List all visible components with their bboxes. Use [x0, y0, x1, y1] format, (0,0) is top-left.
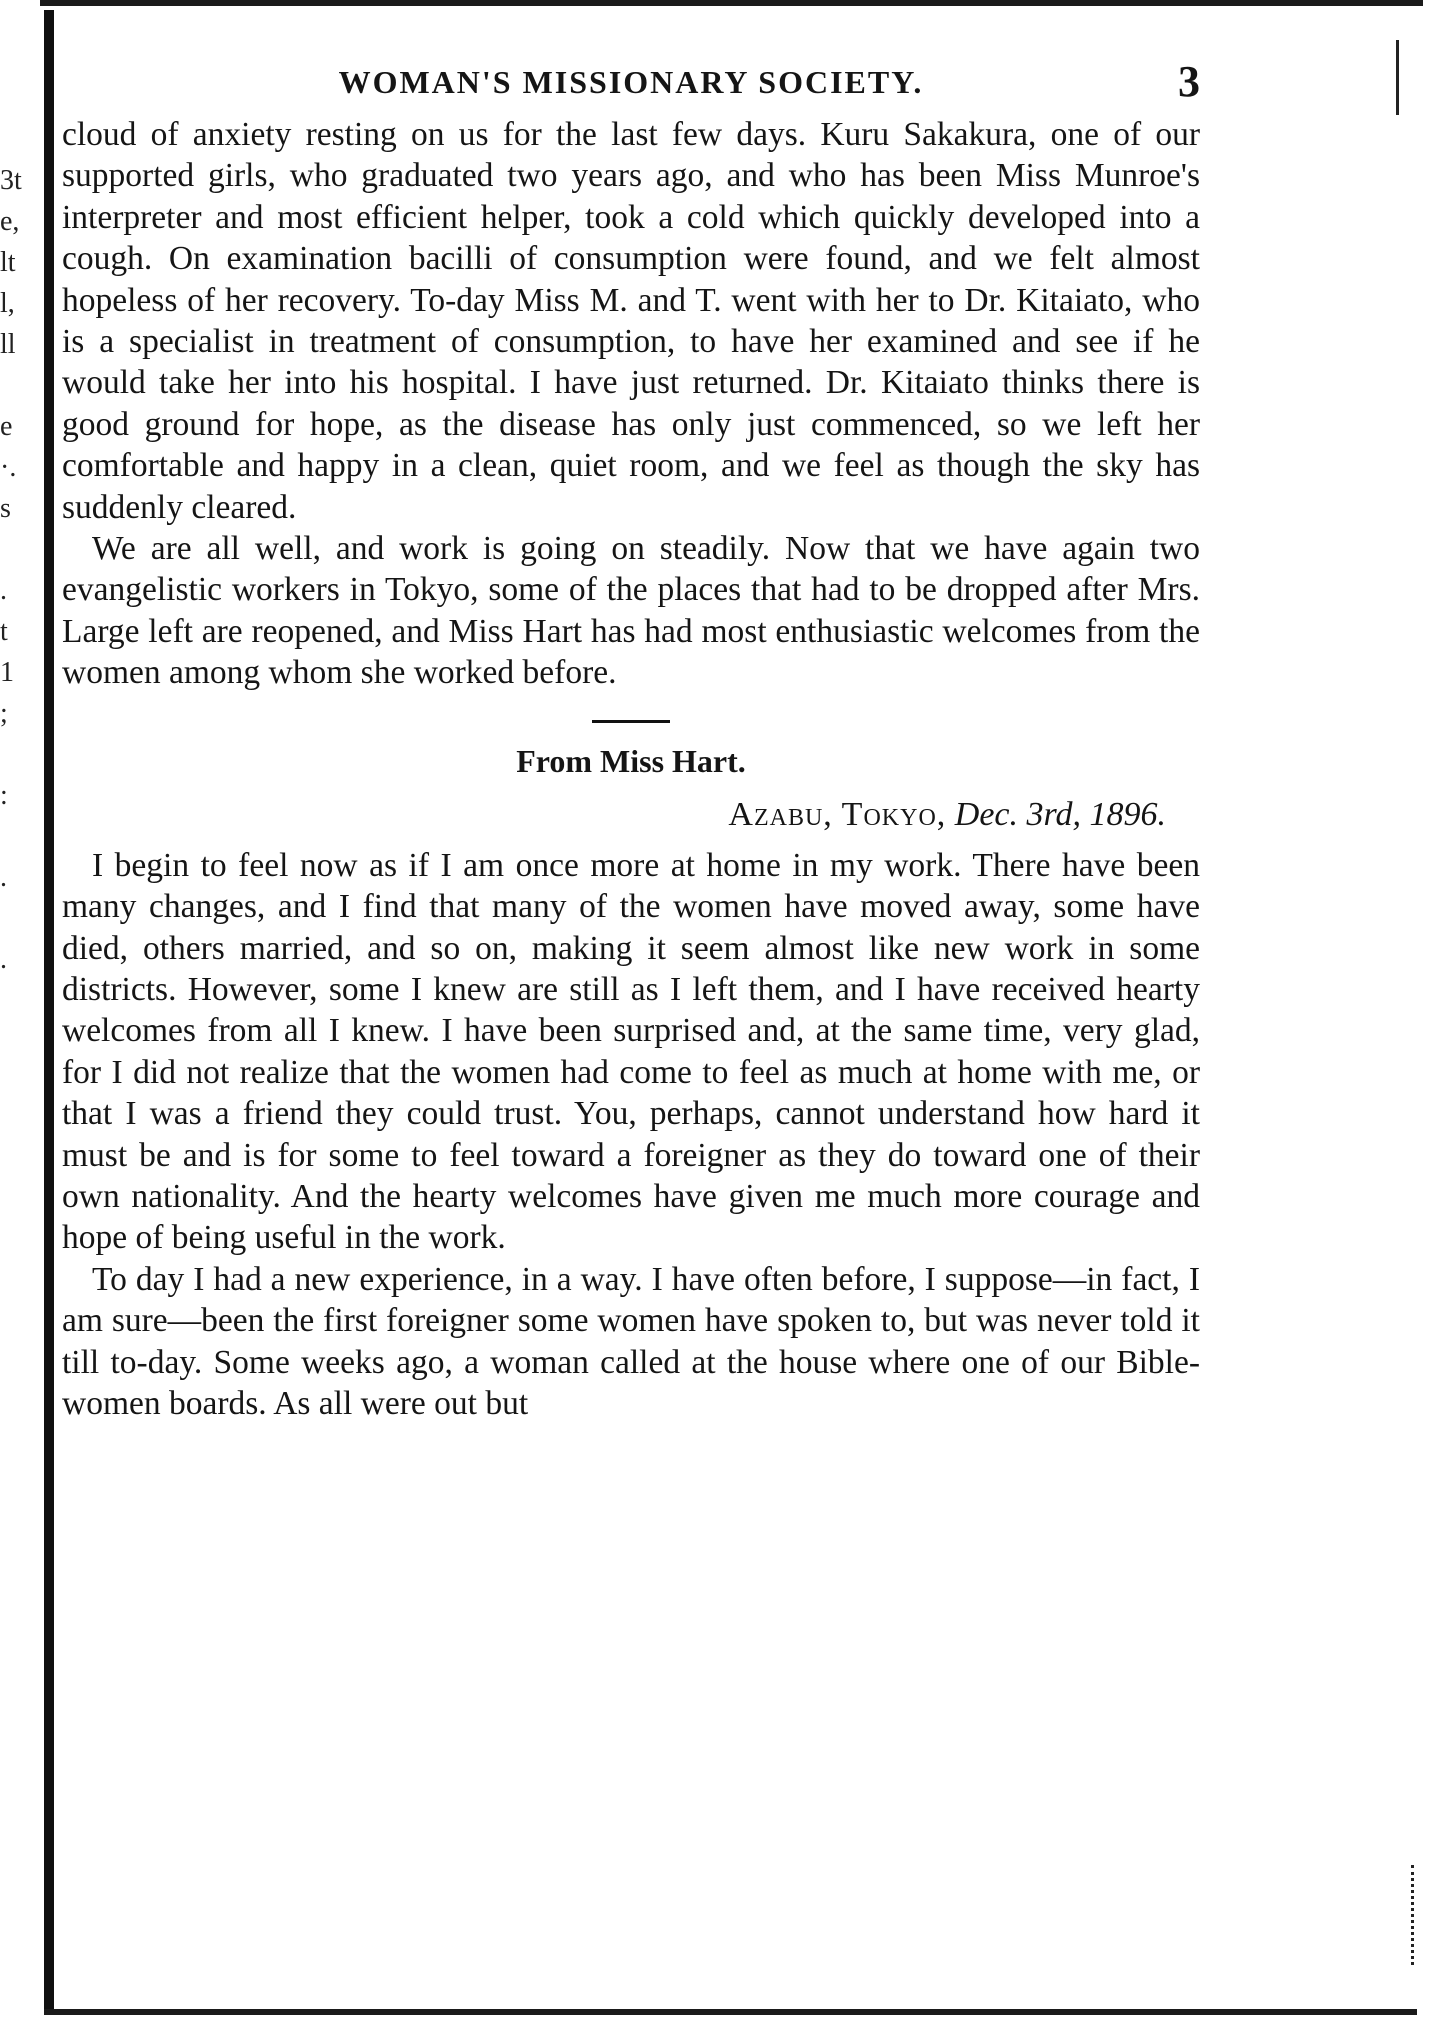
margin-fragment: e,: [0, 206, 20, 237]
margin-fragment: t: [0, 616, 8, 647]
margin-fragment: ;: [0, 698, 8, 729]
body-paragraph: To day I had a new experience, in a way. I have often before, I suppose—in fact, I am sure—been the first foreigner some women have spoken to, but was never told it till to-day. Some weeks ago, a woman called at the house where one of our Bible-women boards. As all were out but: [62, 1260, 1200, 1422]
margin-fragment: [0, 365, 26, 406]
margin-fragment: [0, 898, 26, 939]
right-margin-mark: [1396, 40, 1399, 115]
margin-fragment: ll: [0, 329, 16, 360]
dateline-date: Dec. 3rd, 1896.: [954, 795, 1166, 833]
section-heading: From Miss Hart.: [516, 742, 746, 779]
running-title: WOMAN'S MISSIONARY SOCIETY.: [338, 64, 924, 100]
dateline: [62, 793, 1166, 837]
body-paragraph: cloud of anxiety resting on us for the last few days. Kuru Sakakura, one of our supported girls, who graduated two years ago, and who has been Miss Munroe's interpreter and most efficient helper, took a cold which quickly developed into a cough. On examination bacilli of consumption were found, and we felt almost hopeless of her recovery. To-day Miss M. and T. went with her to Dr. Kitaiato, who is a specialist in treatment of consumption, to have her examined and see if he would take her into his hospital. I have just returned. Dr. Kitaiato thinks there is good ground for hope, as the disease has only just commenced, so we left her comfortable and happy in a clean, quiet room, and we feel as though the sky has suddenly cleared.: [62, 116, 1200, 526]
scan-edge-top: [40, 0, 1423, 22]
margin-fragment: s: [0, 493, 11, 524]
page-content: [62, 56, 1200, 1424]
margin-fragment: 1: [0, 657, 14, 688]
scan-edge-bottom: [44, 2009, 1417, 2015]
body-paragraph: We are all well, and work is going on steadily. Now that we have again two evangelistic workers in Tokyo, some of the places that had to be dropped after Mrs. Large left are reopened, and Miss Hart has had most enthusiastic welcomes from the women among whom she worked before.: [62, 530, 1200, 692]
facing-page-bleed: [0, 160, 26, 980]
margin-fragment: e: [0, 411, 13, 442]
binding-edge-left: [44, 10, 54, 2011]
running-head: [62, 56, 1200, 114]
right-margin-mark-bottom: [1411, 1865, 1417, 1965]
margin-fragment: [0, 816, 26, 857]
margin-fragment: [0, 734, 26, 775]
margin-fragment: .: [0, 862, 7, 893]
page-number: 3: [1178, 57, 1200, 106]
dateline-place: Azabu, Tokyo,: [728, 795, 947, 833]
margin-fragment: .: [0, 944, 7, 975]
margin-fragment: lt: [0, 247, 16, 278]
margin-fragment: ·.: [0, 452, 17, 483]
body-paragraph: I begin to feel now as if I am once more at home in my work. There have been many changes, and I find that many of the women have moved away, some have died, others married, and so on, making it seem almost like new work in some districts. However, some I knew are still as I left them, and I have received hearty welcomes from all I knew. I have been surprised and, at the same time, very glad, for I did not realize that the women had come to feel as much at home with me, or that I was a friend they could trust. You, perhaps, cannot understand how hard it must be and is for some to feel toward a foreigner as they do toward one of their own nationality. And the hearty welcomes have given me much more courage and hope of being useful in the work.: [62, 846, 1200, 1257]
margin-fragment: l,: [0, 288, 15, 319]
margin-fragment: .: [0, 575, 7, 606]
margin-fragment: 3t: [0, 165, 22, 196]
margin-fragment: :: [0, 780, 8, 811]
margin-fragment: [0, 529, 26, 570]
section-divider: [592, 720, 670, 723]
